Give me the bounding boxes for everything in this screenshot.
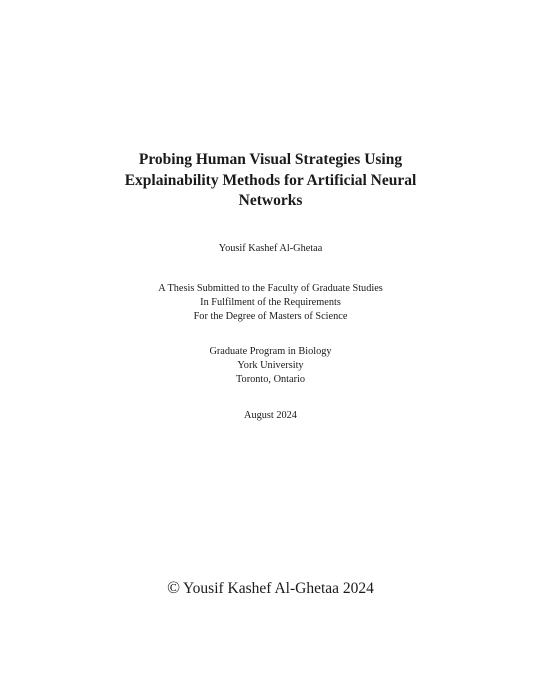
submission-line-2: In Fulfilment of the Requirements [200, 297, 341, 308]
program-line-3: Toronto, Ontario [235, 374, 306, 385]
submission-date-text: August 2024 [244, 410, 297, 421]
thesis-title-line-2: Explainability Methods for Artificial Neural [124, 171, 417, 189]
copyright-icon: © [167, 578, 181, 597]
thesis-title-line-1: Probing Human Visual Strategies Using [138, 151, 403, 168]
submission-line-3: For the Degree of Masters of Science [193, 311, 348, 322]
program-line-1: Graduate Program in Biology [209, 346, 332, 357]
copyright-text: Yousif Kashef Al-Ghetaa 2024 [183, 580, 374, 597]
thesis-title-line-3: Networks [238, 192, 303, 209]
author-name [0, 242, 541, 256]
copyright-notice [0, 578, 541, 599]
submission-line-1: A Thesis Submitted to the Faculty of Graduate Studies [158, 283, 383, 294]
thesis-title [0, 150, 541, 212]
submission-statement [0, 282, 541, 324]
author-name-text: Yousif Kashef Al-Ghetaa [218, 243, 323, 254]
program-info [0, 345, 541, 387]
submission-date [0, 409, 541, 423]
program-line-2: York University [237, 360, 304, 371]
